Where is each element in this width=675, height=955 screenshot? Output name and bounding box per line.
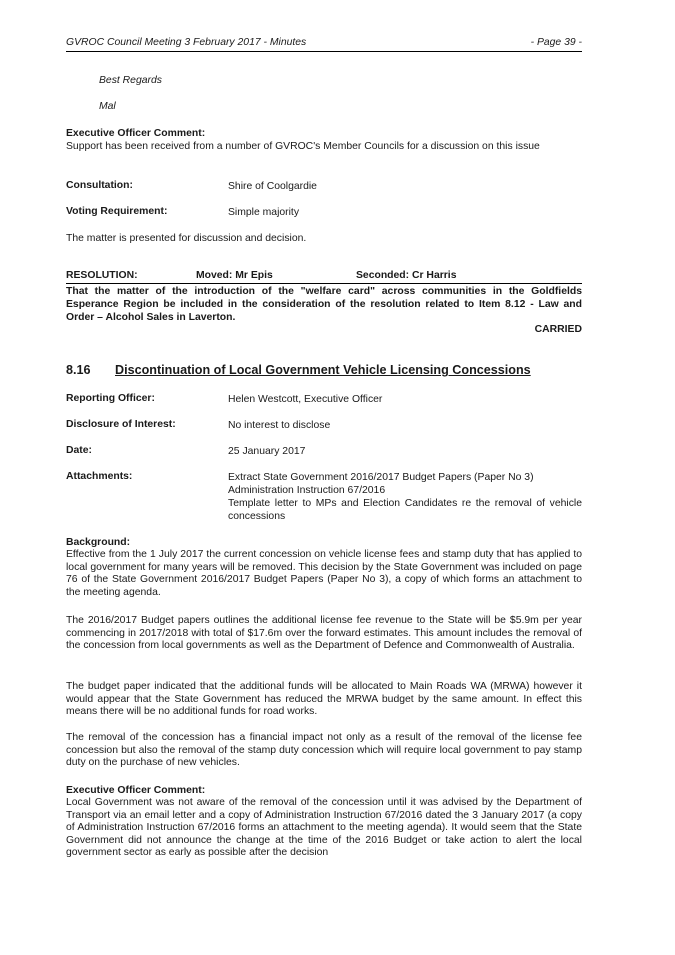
resolution-row: [66, 270, 582, 284]
consultation-value: Shire of Coolgardie: [228, 181, 317, 192]
resolution-text: That the matter of the introduction of the "welfare card" across communities in the Goldfields Esperance Region be included in the consideration of the resolution related to Item 8.12 - Law and Order – Alcohol Sales in Laverton.: [66, 286, 582, 323]
attachment-item: Administration Instruction 67/2016: [228, 485, 386, 496]
eo-comment-heading: Executive Officer Comment:: [66, 785, 206, 796]
resolution-seconded: Seconded: Cr Harris: [356, 270, 457, 281]
background-paragraph: The budget paper indicated that the additional funds will be allocated to Main Roads WA (MRWA) however it would appear that the State Government has reduced the MRWA budget by the same amount. In effect this means there will be no additional funds for road works.: [66, 681, 582, 718]
attachment-item: Extract State Government 2016/2017 Budget Papers (Paper No 3): [228, 472, 534, 483]
voting-value: Simple majority: [228, 207, 300, 218]
resolution-outcome: CARRIED: [534, 324, 582, 335]
background-heading: Background:: [66, 537, 131, 548]
page-number: - Page 39 -: [530, 37, 582, 48]
reporting-officer-label: Reporting Officer:: [66, 393, 155, 404]
attachment-item: Template letter to MPs and Election Candidates re the removal of vehicle concessions: [228, 498, 582, 522]
eo-comment-text: Support has been received from a number of GVROC's Member Councils for a discussion on this issue: [66, 141, 540, 152]
date-label: Date:: [66, 445, 92, 456]
disclosure-label: Disclosure of Interest:: [66, 419, 176, 430]
eo-comment-heading: Executive Officer Comment:: [66, 128, 206, 139]
background-paragraph: Effective from the 1 July 2017 the current concession on vehicle license fees and stamp duty that has applied to local government for many years will be removed. This decision by the State Government was included on page 76 of the State Government 2016/2017 Budget Papers (Paper No 3), a copy of which forms an attachment to the meeting agenda.: [66, 549, 582, 598]
disclosure-value: No interest to disclose: [228, 420, 331, 431]
signoff-name: Mal: [99, 101, 116, 112]
resolution-label: RESOLUTION:: [66, 270, 138, 281]
reporting-officer-value: Helen Westcott, Executive Officer: [228, 394, 383, 405]
eo-comment-text: Local Government was not aware of the removal of the concession until it was advised by the Department of Transport via an email letter and a copy of Administration Instruction 67/2016 dated the 3 January 2017 (a copy of Administration Instruction 67/2016 forms an attachment to the meeting agenda). It would seem that the State Government did not announce the change at the time of the 2016 Budget or take action to alert the local government sector as early as possible after the decision: [66, 797, 582, 859]
date-value: 25 January 2017: [228, 446, 306, 457]
attachments-label: Attachments:: [66, 471, 133, 482]
resolution-moved: Moved: Mr Epis: [196, 270, 273, 281]
section-number: 8.16: [66, 363, 91, 377]
matter-text: The matter is presented for discussion and decision.: [66, 233, 307, 244]
background-paragraph: The removal of the concession has a financial impact not only as a result of the removal of the license fee concession but also the removal of the stamp duty concession which will require local government to pay stamp duty on the purchase of new vehicles.: [66, 732, 582, 769]
section-title: Discontinuation of Local Government Vehicle Licensing Concessions: [115, 363, 531, 377]
signoff-regards: Best Regards: [99, 75, 162, 86]
consultation-label: Consultation:: [66, 180, 133, 191]
voting-label: Voting Requirement:: [66, 206, 168, 217]
background-paragraph: The 2016/2017 Budget papers outlines the additional license fee revenue to the State will be $5.9m per year commencing in 2017/2018 with total of $17.6m over the forward estimates. This amount includes the removal of the concession from local governments as well as the Department of Defence and Commonwealth of Australia.: [66, 615, 582, 652]
header-title: GVROC Council Meeting 3 February 2017 - Minutes: [66, 37, 307, 48]
page-header: [66, 37, 582, 52]
